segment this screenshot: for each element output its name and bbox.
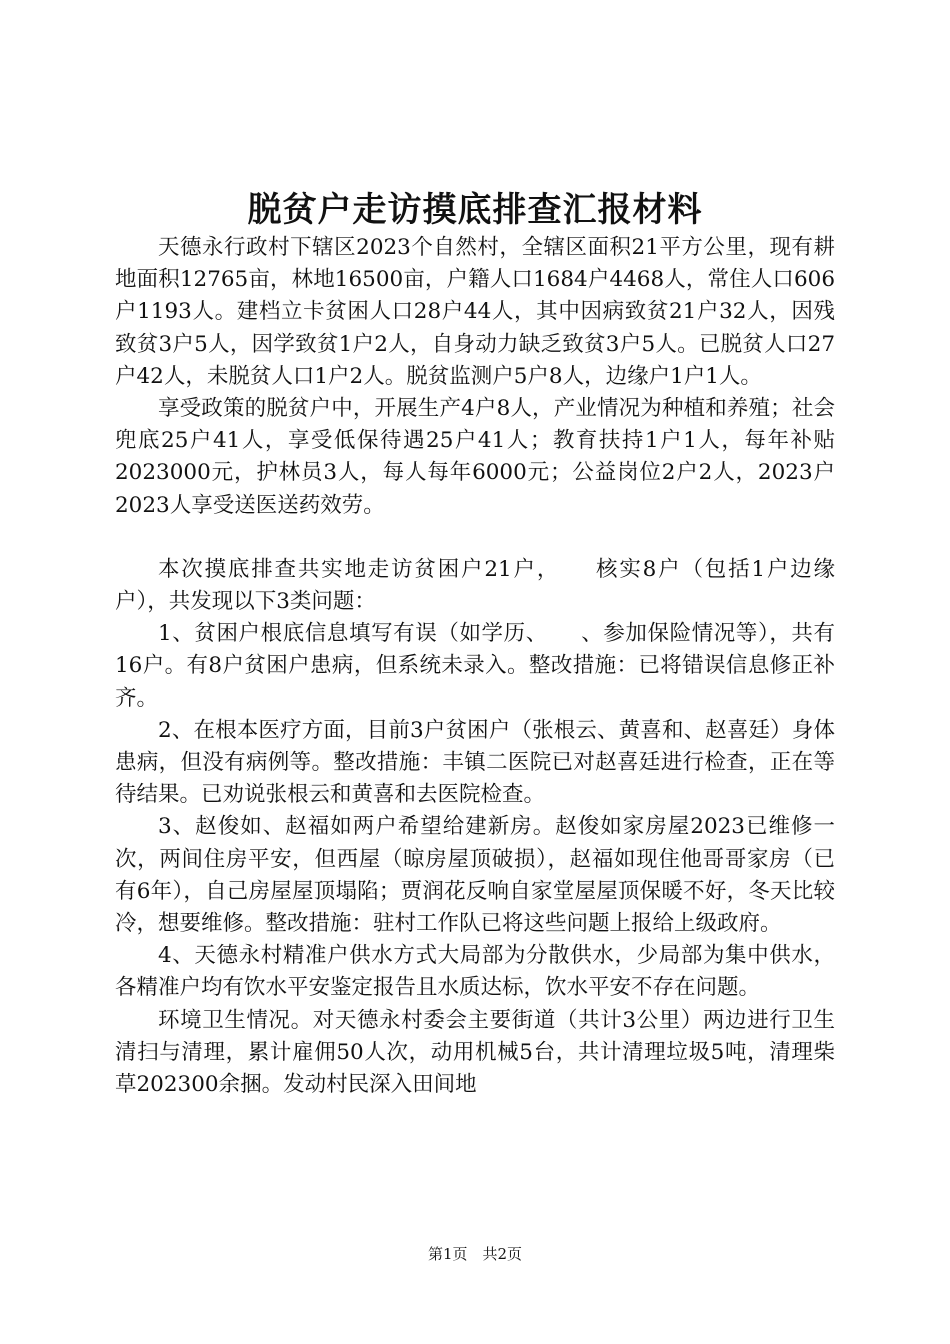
paragraph-sanitation: 环境卫生情况。对天德永村委会主要街道（共计3公里）两边进行卫生清扫与清理，累计雇佣50人次，动用机械5台，共计清理垃圾5吨，清理柴草202300余捆。发动村民深入田间地: [115, 1007, 835, 1098]
paragraph-issue-4: 4、天德永村精准户供水方式大局部为分散供水，少局部为集中供水，各精准户均有饮水平安鉴定报告且水质达标，饮水平安不存在问题。: [115, 943, 835, 1001]
paragraph-policy: 享受政策的脱贫户中，开展生产4户8人，产业情况为种植和养殖；社会兜底25户41人，享受低保待遇25户41人；教育扶持1户1人，每年补贴2023000元，护林员3人，每人每年6000元；公益岗位2户2人，2023户2023人享受送医送药效劳。: [115, 396, 835, 518]
page-number: 第1页 共2页: [427, 1245, 523, 1263]
document-body: [115, 232, 835, 1101]
paragraph-issue-1: 1、贫困户根底信息填写有误（如学历、 、参加保险情况等），共有16户。有8户贫困户患病，但系统未录入。整改措施：已将错误信息修正补齐。: [115, 621, 835, 711]
document-title: 脱贫户走访摸底排查汇报材料: [247, 190, 703, 230]
paragraph-survey-summary: 本次摸底排查共实地走访贫困户21户， 核实8户（包括1户边缘户），共发现以下3类问题：: [115, 556, 835, 615]
paragraph-issue-2: 2、在根本医疗方面，目前3户贫困户（张根云、黄喜和、赵喜廷）身体患病，但没有病例等。整改措施：丰镇二医院已对赵喜廷进行检查，正在等待结果。已劝说张根云和黄喜和去医院检查。: [115, 717, 835, 808]
paragraph-issue-3: 3、赵俊如、赵福如两户希望给建新房。赵俊如家房屋2023已维修一次，两间住房平安，但西屋（晾房屋顶破损），赵福如现住他哥哥家房（已有6年），自己房屋屋顶塌陷；贾润花反响自家堂屋屋顶保暖不好，冬天比较冷，想要维修。整改措施：驻村工作队已将这些问题上报给上级政府。: [115, 814, 835, 937]
paragraph-overview: 天德永行政村下辖区2023个自然村，全辖区面积21平方公里，现有耕地面积12765亩，林地16500亩，户籍人口1684户4468人，常住人口606户1193人。建档立卡贫困人口28户44人，其中因病致贫21户32人，因残致贫3户5人，因学致贫1户2人，自身动力缺乏致贫3户5人。已脱贫人口27户42人，未脱贫人口1户2人。脱贫监测户5户8人，边缘户1户1人。: [115, 235, 835, 389]
